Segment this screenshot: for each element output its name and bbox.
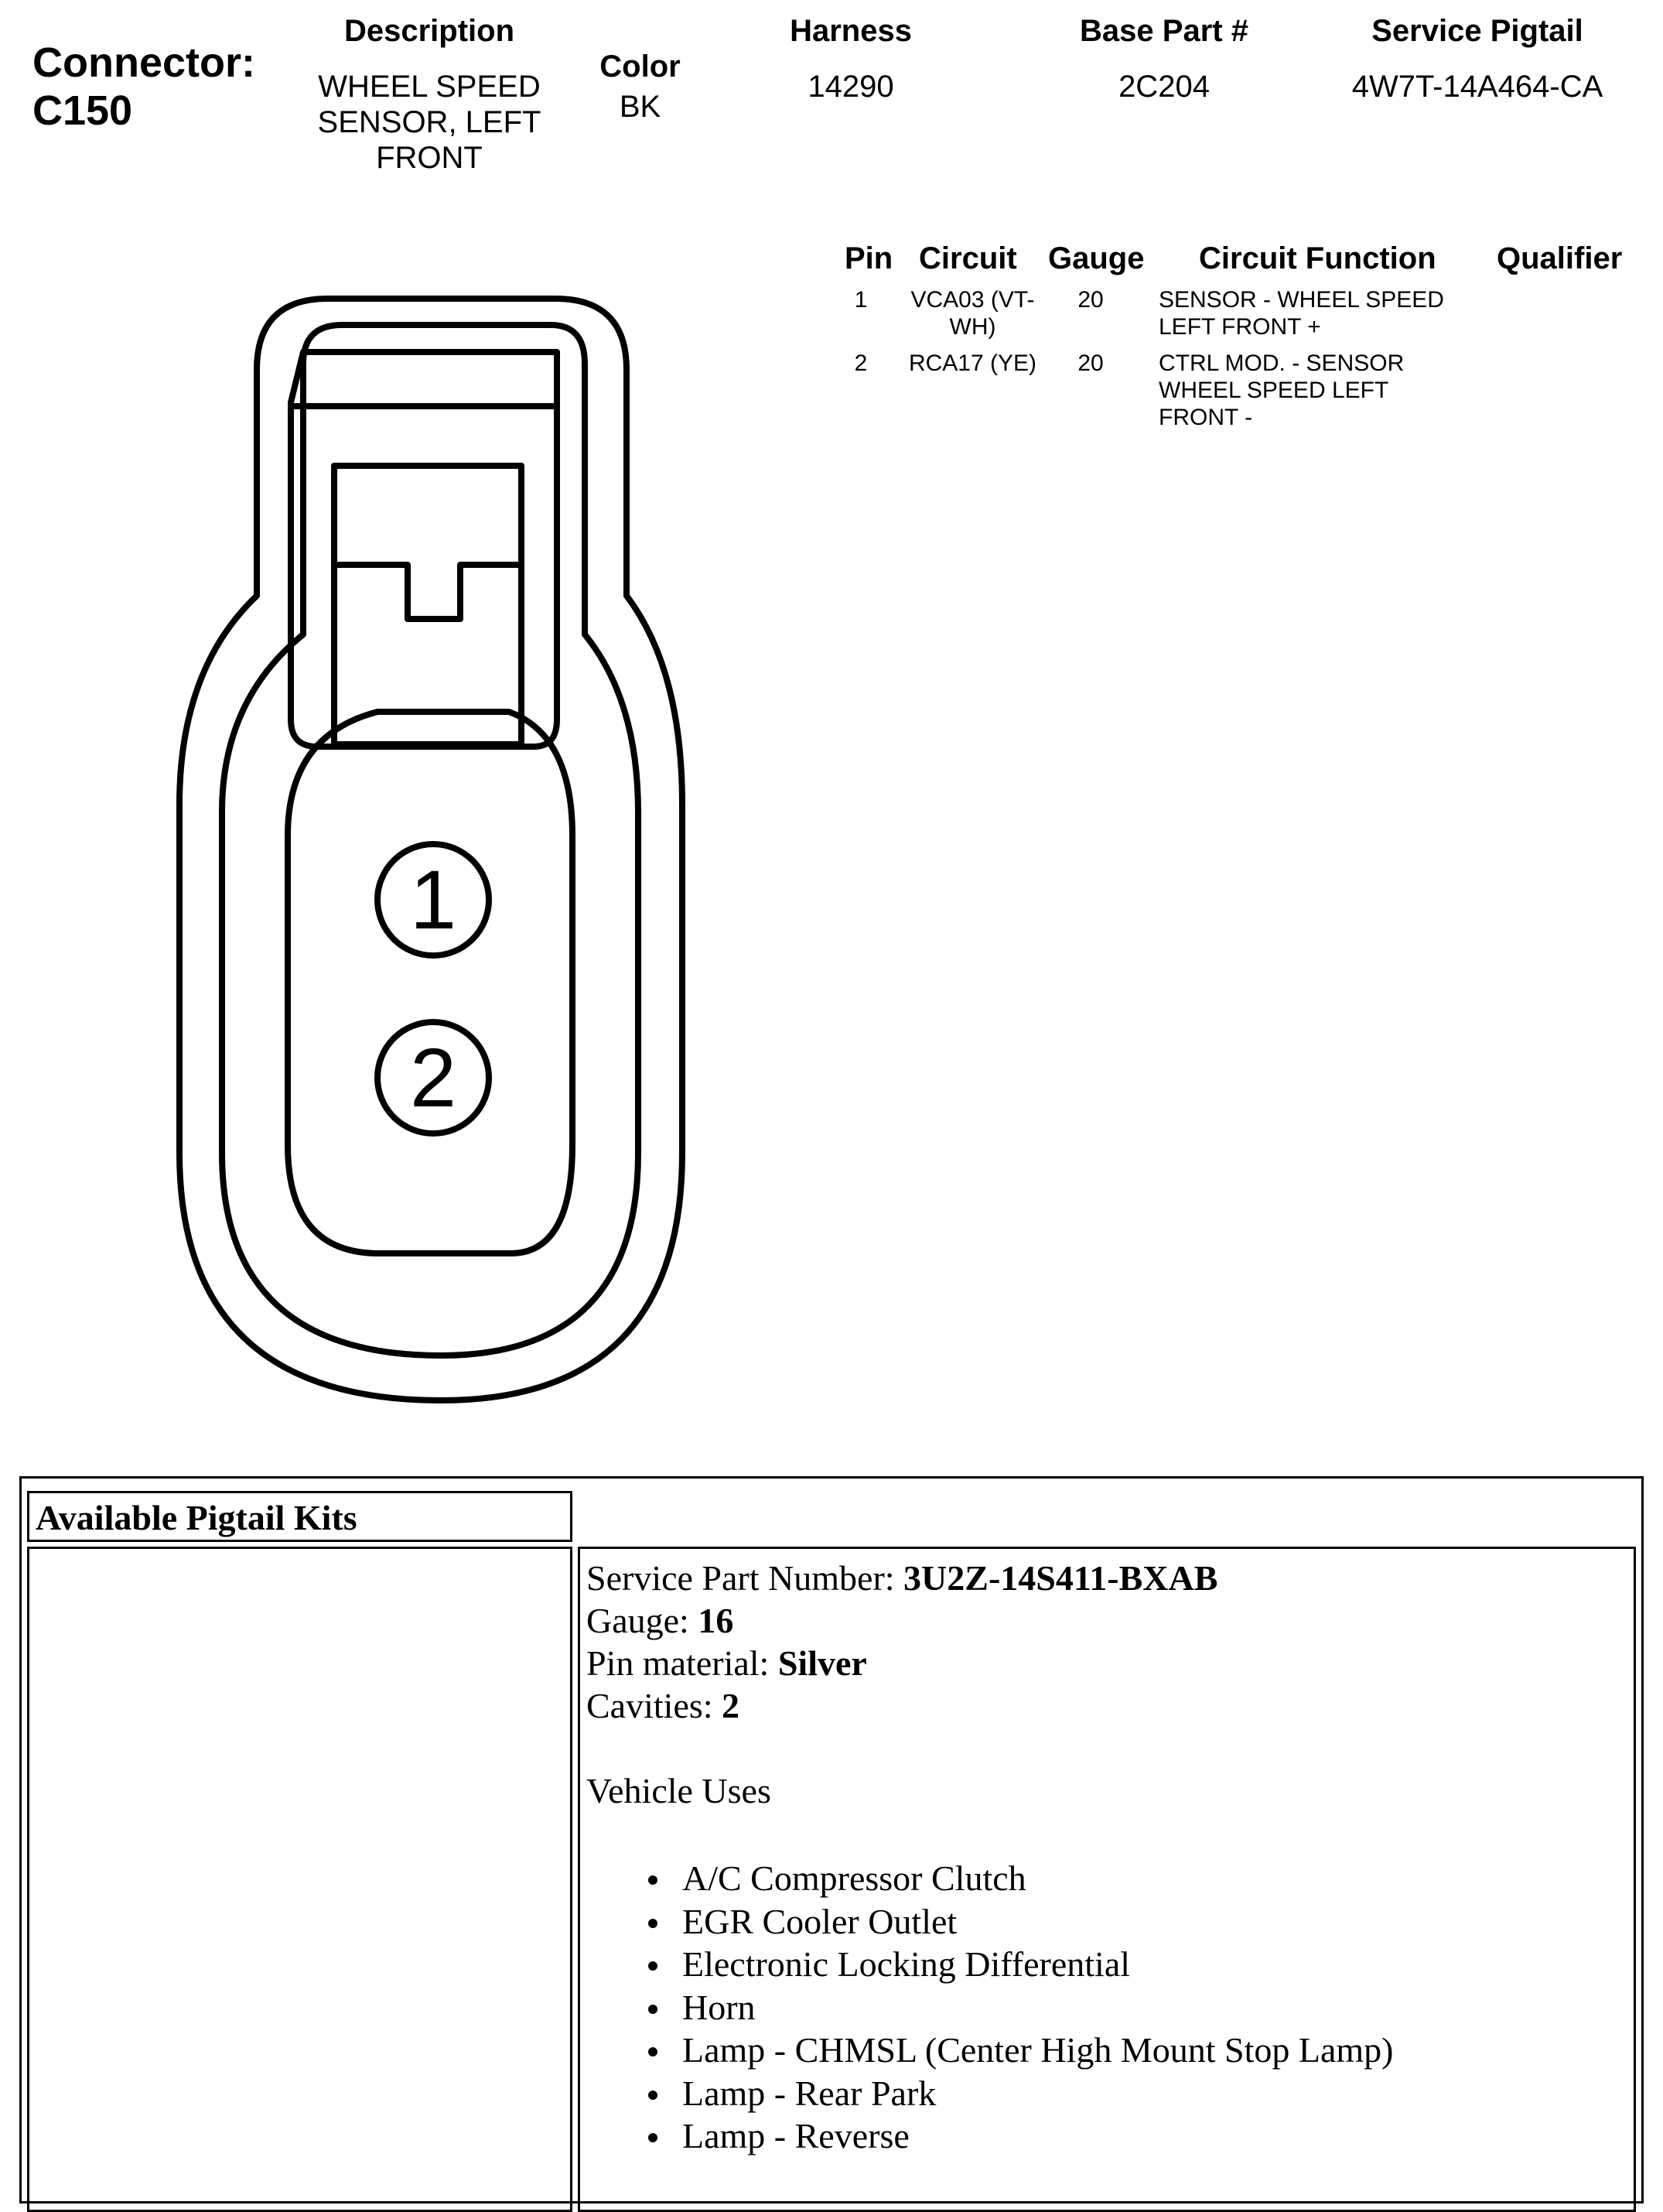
vehicle-uses-label: Vehicle Uses <box>586 1771 771 1810</box>
pin-2-label: 2 <box>409 1031 457 1124</box>
pin-circuit-line: WH) <box>949 314 996 340</box>
service-part-number-label: Service Part Number: <box>586 1558 904 1598</box>
pin-gauge: 20 <box>1077 287 1104 313</box>
connector-latch <box>291 352 557 747</box>
pigtail-image-cell <box>27 1547 572 2212</box>
connector-pin-housing <box>288 712 572 1253</box>
service-pigtail-label: Service Pigtail <box>1371 14 1583 48</box>
connector-inner-shell <box>222 325 638 1356</box>
pigtail-kits-heading: Available Pigtail Kits <box>36 1498 357 1537</box>
pin-function <box>1159 350 1484 431</box>
list-item: Lamp - Reverse <box>586 2115 1623 2158</box>
list-item: Lamp - Rear Park <box>586 2072 1623 2115</box>
description-line: SENSOR, LEFT <box>317 105 541 139</box>
harness-column <box>735 14 967 104</box>
gauge-header: Gauge <box>1048 241 1145 275</box>
pin-function-line: CTRL MOD. - SENSOR <box>1159 350 1405 376</box>
list-item: EGR Cooler Outlet <box>586 1900 1623 1944</box>
circuit-header: Circuit <box>919 241 1017 275</box>
pin-circuit-line: VCA03 (VT- <box>910 287 1035 313</box>
color-value: BK <box>619 90 661 124</box>
pin-function-line: WHEEL SPEED LEFT <box>1159 378 1389 403</box>
pin-header: Pin <box>845 241 893 275</box>
service-pigtail-column <box>1315 14 1640 104</box>
harness-label: Harness <box>790 14 912 48</box>
pin-material-label: Pin material: <box>586 1643 778 1683</box>
pin-function-line: SENSOR - WHEEL SPEED <box>1159 287 1444 313</box>
vehicle-uses-list <box>586 1857 1623 2158</box>
pin-circuit <box>901 286 1044 340</box>
pin-circuit-line: RCA17 (YE) <box>908 350 1037 376</box>
description-line: WHEEL SPEED <box>318 70 541 104</box>
pin-gauge: 20 <box>1077 350 1104 376</box>
list-item: Horn <box>586 1986 1623 2029</box>
pigtail-gauge-value: 16 <box>698 1601 734 1640</box>
circuit-function-header: Circuit Function <box>1199 241 1436 275</box>
cavities-value: 2 <box>722 1686 740 1725</box>
pin-material <box>586 1642 1623 1684</box>
cavities-label: Cavities: <box>586 1686 722 1725</box>
color-label: Color <box>599 50 681 84</box>
service-part-number-value: 3U2Z-14S411-BXAB <box>903 1558 1218 1598</box>
service-pigtail-value: 4W7T-14A464-CA <box>1351 70 1603 104</box>
connector-latch-window <box>334 466 521 744</box>
harness-value: 14290 <box>808 70 894 104</box>
base-part-value: 2C204 <box>1118 70 1210 104</box>
qualifier-header: Qualifier <box>1497 241 1623 275</box>
pin-circuit <box>901 350 1044 377</box>
pigtail-gauge <box>586 1599 1623 1642</box>
pin-function-line: FRONT - <box>1159 405 1253 430</box>
base-part-label: Base Part # <box>1080 14 1248 48</box>
connector-title-label: Connector: <box>32 39 255 86</box>
pin-number: 1 <box>854 287 868 313</box>
cavities <box>586 1684 1623 1727</box>
description-label: Description <box>343 14 515 48</box>
pigtail-gauge-label: Gauge: <box>586 1601 698 1640</box>
list-item: Lamp - CHMSL (Center High Mount Stop Lamp) <box>586 2029 1623 2072</box>
pigtail-kits-heading-cell <box>27 1491 572 1542</box>
base-part-column <box>1036 14 1292 104</box>
pin-material-value: Silver <box>777 1643 867 1683</box>
pin-1-label: 1 <box>409 853 457 946</box>
list-item: Electronic Locking Differential <box>586 1943 1623 1986</box>
connector-latch-tab <box>334 565 521 619</box>
pigtail-details <box>586 1557 1623 2158</box>
list-item: A/C Compressor Clutch <box>586 1857 1623 1900</box>
pigtail-details-cell <box>578 1547 1636 2212</box>
description-line: FRONT <box>376 141 483 175</box>
pin-function <box>1159 286 1484 340</box>
service-part-number <box>586 1557 1623 1599</box>
connector-face-diagram <box>0 0 696 1431</box>
connector-id: C150 <box>32 87 133 134</box>
pin-function-line: LEFT FRONT + <box>1159 314 1321 340</box>
pin-table <box>835 241 1655 443</box>
pin-number: 2 <box>854 350 868 376</box>
